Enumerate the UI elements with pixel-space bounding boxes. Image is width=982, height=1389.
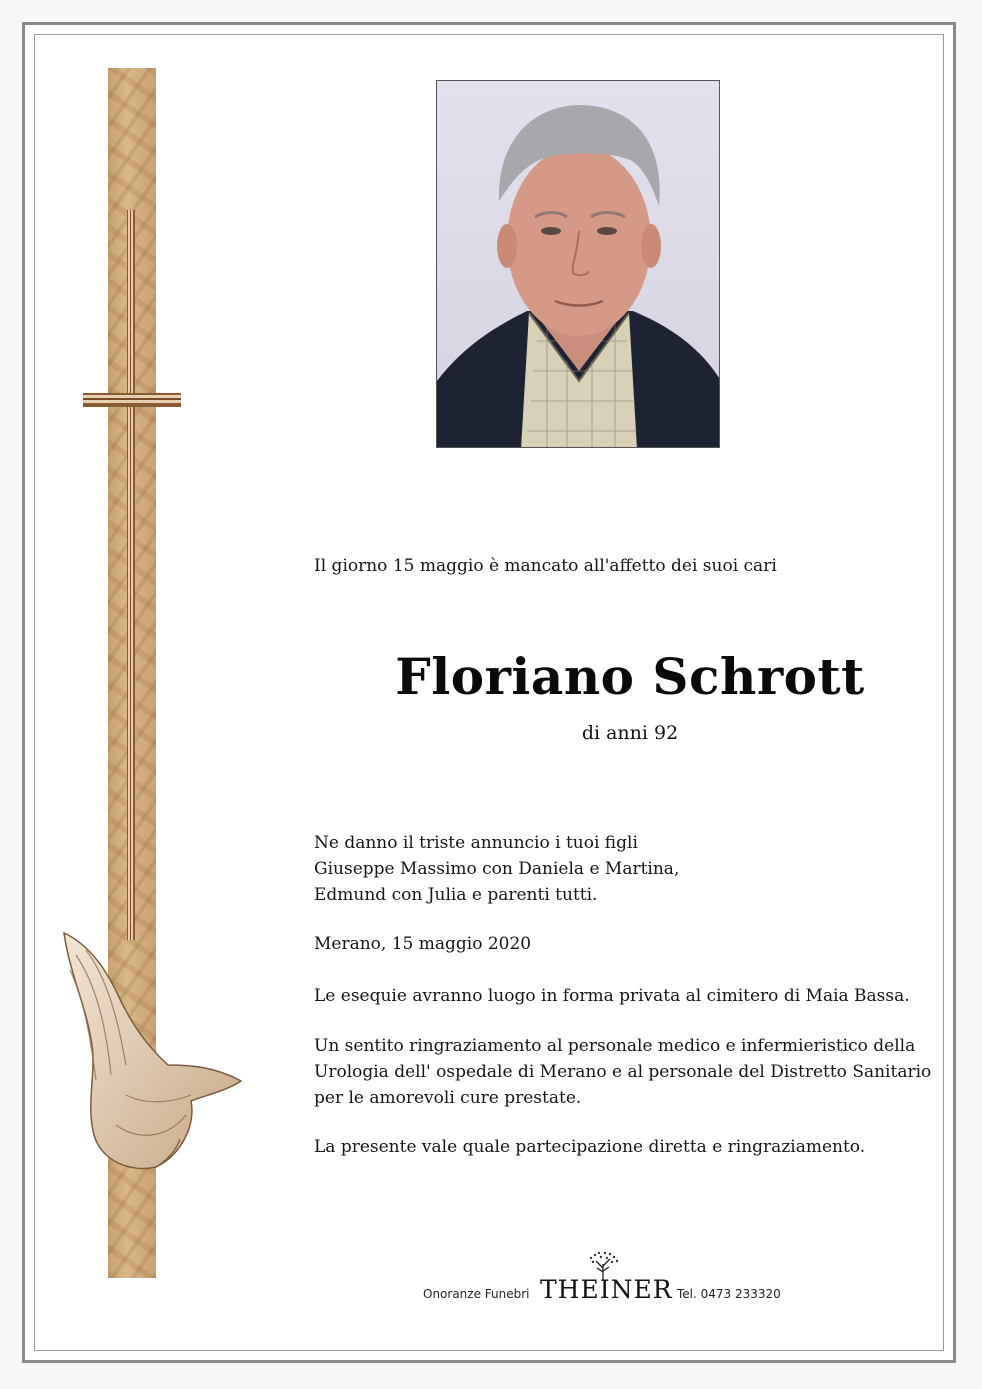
thanks-line: Urologia dell' ospedale di Merano e al personale del Distretto Sanitario	[314, 1062, 932, 1082]
cross-arm	[83, 393, 181, 407]
portrait-photo	[436, 80, 720, 448]
cross-inlay	[127, 210, 135, 940]
age-text: di anni 92	[581, 722, 679, 744]
family-line: Edmund con Julia e parenti tutti.	[314, 885, 598, 905]
footer-prefix: Onoranze Funebri	[423, 1287, 530, 1301]
thanks-line: per le amorevoli cure prestate.	[314, 1088, 582, 1108]
praying-hands-icon	[56, 925, 246, 1175]
closing-text: La presente vale quale partecipazione diretta e ringraziamento.	[314, 1137, 866, 1157]
footer-brand: THEINER	[540, 1275, 673, 1304]
footer-phone: Tel. 0473 233320	[677, 1287, 781, 1301]
funeral-info: Le esequie avranno luogo in forma privata al cimitero di Maia Bassa.	[314, 986, 910, 1006]
family-line: Giuseppe Massimo con Daniela e Martina,	[314, 859, 680, 879]
deceased-name: Floriano Schrott	[395, 647, 865, 706]
place-date: Merano, 15 maggio 2020	[314, 934, 532, 954]
intro-text: Il giorno 15 maggio è mancato all'affetto dei suoi cari	[314, 556, 777, 576]
funeral-home-footer	[360, 1250, 900, 1310]
family-line: Ne danno il triste annuncio i tuoi figli	[314, 833, 638, 853]
thanks-line: Un sentito ringraziamento al personale medico e infermieristico della	[314, 1036, 916, 1056]
